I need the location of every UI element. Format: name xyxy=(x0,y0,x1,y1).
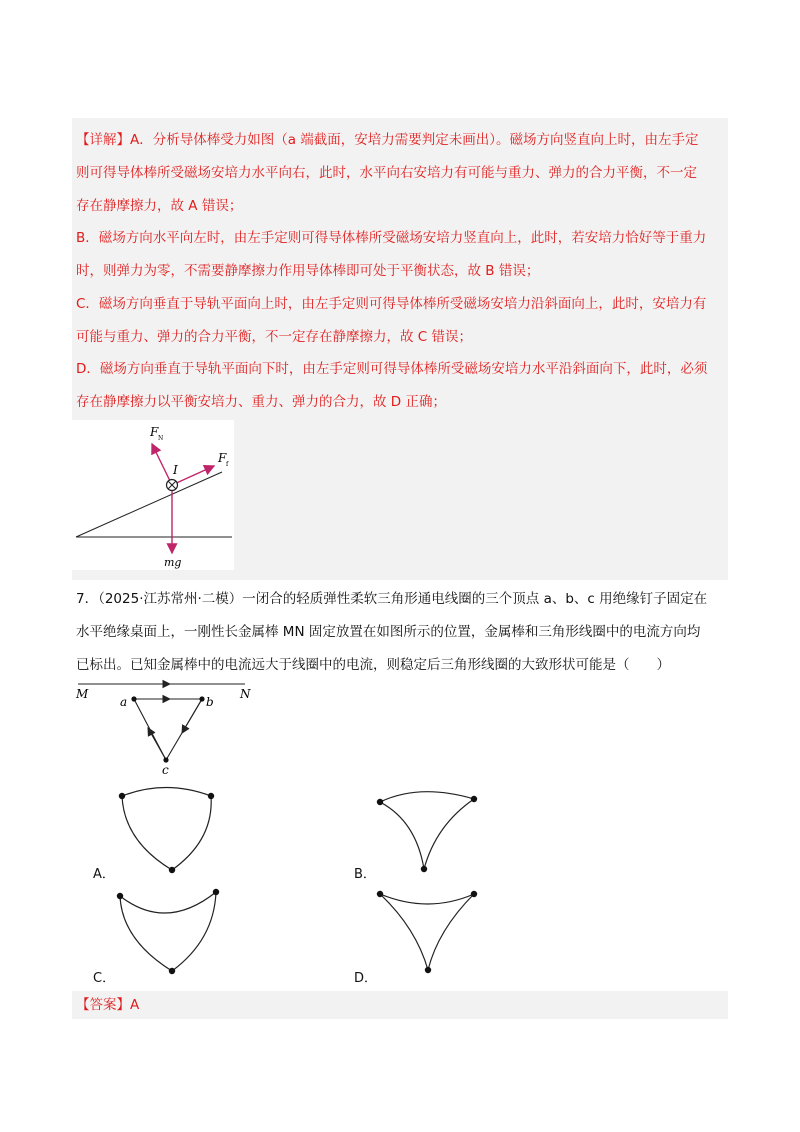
fn-sub-label: N xyxy=(158,435,164,442)
label-b: b xyxy=(206,695,214,709)
question-line-3: 已标出。已知金属棒中的电流远大于线圈中的电流，则稳定后三角形线圈的大致形状可能是（ ） xyxy=(76,657,670,673)
ff-label: F xyxy=(218,451,227,465)
label-m: M xyxy=(76,687,89,701)
coil-triangle xyxy=(134,699,202,760)
label-n: N xyxy=(240,687,251,701)
option-b-shape xyxy=(368,785,488,880)
option-d-label: D． xyxy=(354,971,378,986)
explanation-line-1: 【详解】A．分析导体棒受力如图（a 端截面，安培力需要判定未画出）。磁场方向竖直向上时，由左手定 xyxy=(76,132,699,148)
question-line-1: 7．（2025·江苏常州·二模）一闭合的轻质弹性柔软三角形通电线圈的三个顶点 a、b、c 用绝缘钉子固定在 xyxy=(76,591,708,607)
label-c: c xyxy=(162,763,169,777)
question-line-2: 水平绝缘桌面上，一刚性长金属棒 MN 固定放置在如图所示的位置，金属棒和三角形线圈中的电流方向均 xyxy=(76,624,701,640)
mg-label: mg xyxy=(164,556,182,569)
explanation-line-3: 存在静摩擦力，故 A 错误； xyxy=(76,198,243,214)
option-b-label: B． xyxy=(354,867,376,882)
current-label: I xyxy=(173,463,178,477)
label-a: a xyxy=(120,695,128,709)
fn-label: F xyxy=(150,425,159,439)
explanation-line-8: D．磁场方向垂直于导轨平面向下时，由左手定则可得导体棒所受磁场安培力水平沿斜面向下，此时，必须 xyxy=(76,361,708,377)
option-a-shape xyxy=(110,785,220,880)
setup-figure xyxy=(70,678,270,778)
explanation-line-2: 则可得导体棒所受磁场安培力水平向右，此时，水平向右安培力有可能与重力、弹力的合力平衡，不一定 xyxy=(76,165,697,181)
option-d-shape xyxy=(368,880,488,980)
explanation-line-9: 存在静摩擦力以平衡安培力、重力、弹力的合力，故 D 正确； xyxy=(76,394,446,410)
explanation-line-6: C．磁场方向垂直于导轨平面向上时，由左手定则可得导体棒所受磁场安培力沿斜面向上，此时，安培力有 xyxy=(76,296,707,312)
explanation-line-7: 可能与重力、弹力的合力平衡，不一定存在静摩擦力，故 C 错误； xyxy=(76,329,473,345)
option-c-shape xyxy=(110,880,230,980)
explanation-line-5: 时，则弹力为零，不需要静摩擦力作用导体棒即可处于平衡状态，故 B 错误； xyxy=(76,263,540,279)
explanation-line-4: B．磁场方向水平向左时，由左手定则可得导体棒所受磁场安培力竖直向上，此时，若安培力恰好等于重力 xyxy=(76,230,707,246)
ff-sub-label: f xyxy=(226,461,229,468)
force-diagram xyxy=(72,420,234,570)
answer-value: A xyxy=(130,997,140,1013)
option-c-label: C． xyxy=(93,971,116,986)
answer-line xyxy=(76,995,726,1015)
option-a-label: A． xyxy=(93,867,115,882)
answer-label: 【答案】 xyxy=(76,997,130,1013)
